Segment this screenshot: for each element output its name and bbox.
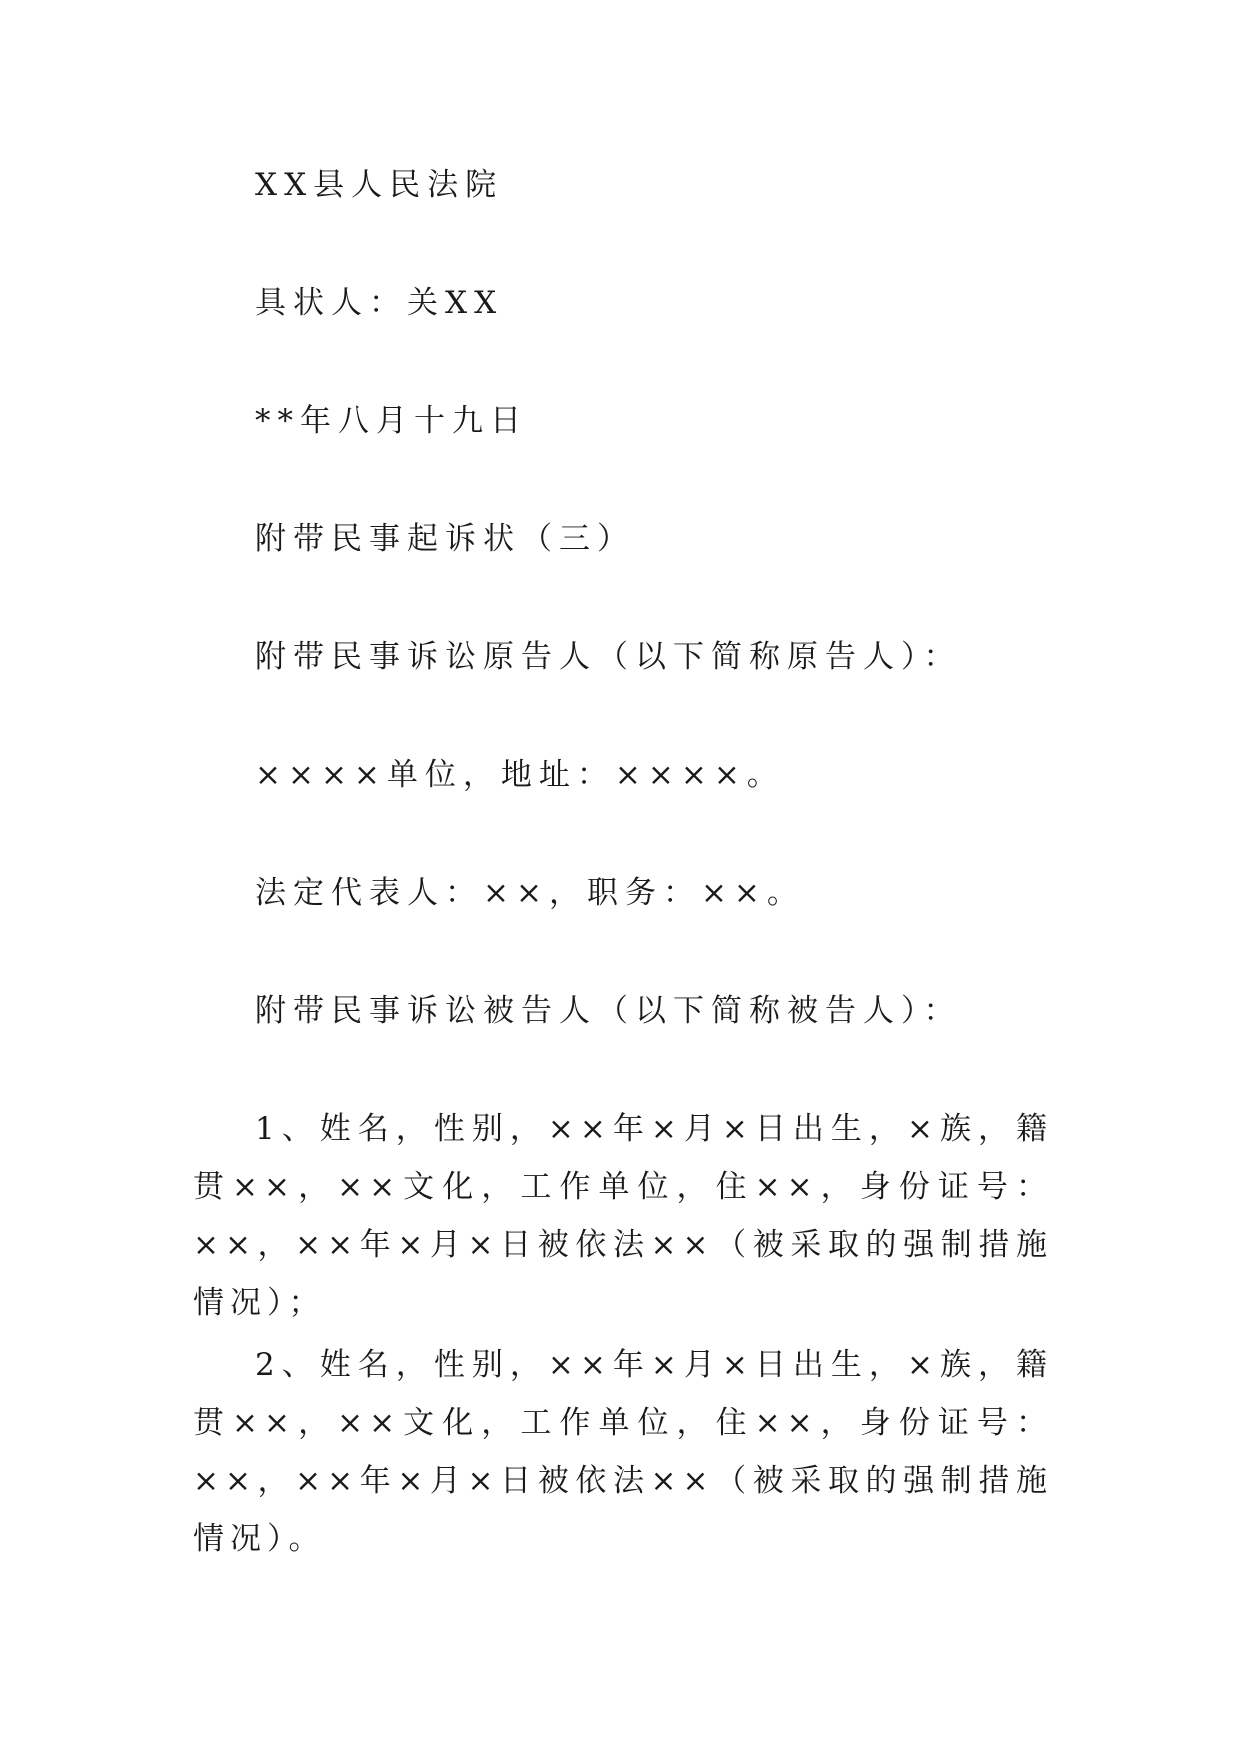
document-heading: 附带民事起诉状（三）	[255, 521, 635, 557]
defendant-label: 附带民事诉讼被告人（以下简称被告人）：	[255, 993, 962, 1029]
defendant-paragraph-1: 1、姓名，性别，××年×月×日出生，×族，籍贯××，××文化，工作单位，住××，身份证号：××，××年×月×日被依法××（被采取的强制措施情况）；	[193, 1111, 1053, 1321]
plaintiff-label: 附带民事诉讼原告人（以下简称原告人）：	[255, 639, 962, 675]
defendant-paragraph-2: 2、姓名，性别，××年×月×日出生，×族，籍贯××，××文化，工作单位，住××，身份证号：××，××年×月×日被依法××（被采取的强制措施情况）。	[193, 1347, 1053, 1557]
plaintiff-unit: ××××单位，地址：××××。	[255, 757, 785, 793]
court-name: XX县人民法院	[255, 167, 504, 203]
signer-line: 具状人：关XX	[255, 285, 504, 321]
legal-representative: 法定代表人：××，职务：××。	[255, 875, 805, 911]
date-line: **年八月十九日	[255, 403, 528, 439]
